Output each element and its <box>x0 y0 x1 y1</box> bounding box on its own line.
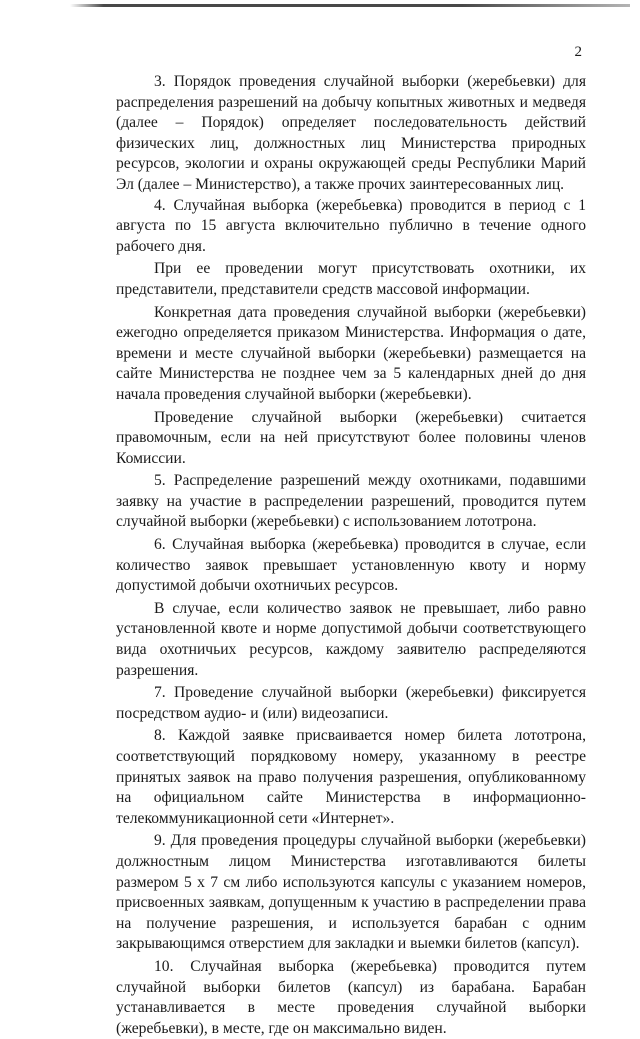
paragraph-3: 3. Порядок проведения случайной выборки (жеребьевки) для распределения разрешений на добычу копытных животных и медведя (далее – Порядок) определяет последовательность действий физических лиц, должностных лиц Министерства природных ресурсов, экологии и охраны окружающей среды Республики Марий Эл (далее – Министерство), а также прочих заинтересованных лиц. <box>116 73 586 193</box>
paragraph-10: 10. Случайная выборка (жеребьевка) проводится путем случайной выборки билетов (капсул) из барабана. Барабан устанавливается в месте проведения случайной выборки (жеребьевки), в месте, где он максимально виден. <box>116 957 586 1037</box>
paragraph-6: 6. Случайная выборка (жеребьевка) проводится в случае, если количество заявок превышает установленную квоту и норму допустимой добычи охотничьих ресурсов. <box>116 536 586 595</box>
scan-edge-line <box>70 4 630 7</box>
paragraph-5: 5. Распределение разрешений между охотниками, подавшими заявку на участие в распределении разрешений, проводится путем случайной выборки (жеребьевки) с использованием лототрона. <box>116 472 586 531</box>
paragraph-4-date: Конкретная дата проведения случайной выборки (жеребьевки) ежегодно определяется приказом Министерства. Информация о дате, времени и месте случайной выборки (жеребьевки) размещается на сайте Министерства не позднее чем за 5 календарных дней до дня начала проведения случайной выборки (жеребьевки). <box>116 303 586 403</box>
paragraph-8: 8. Каждой заявке присваивается номер билета лототрона, соответствующий порядковому номеру, указанному в реестре принятых заявок на право получения разрешения, опубликованному на официальном сайте Министерства в информационно-телекоммуникационной сети «Интернет». <box>116 727 586 827</box>
paragraph-4: 4. Случайная выборка (жеребьевка) проводится в период с 1 августа по 15 августа включительно публично в течение одного рабочего дня. <box>116 196 586 255</box>
paragraph-4-attendance: При ее проведении могут присутствовать охотники, их представители, представители средств массовой информации. <box>116 260 586 298</box>
document-body <box>116 72 586 1039</box>
paragraph-9: 9. Для проведения процедуры случайной выборки (жеребьевки) должностным лицом Министерства изготавливаются билеты размером 5 х 7 см либо используются капсулы с указанием номеров, присвоенных заявкам, допущенным к участию в распределении права на получение разрешения, и используется барабан с одним закрывающимся отверстием для закладки и выемки билетов (капсул). <box>116 832 586 953</box>
paragraph-6-exception: В случае, если количество заявок не превышает, либо равно установленной квоте и норме допустимой добычи соответствующего вида охотничьих ресурсов, каждому заявителю распределяются разрешения. <box>116 599 586 679</box>
page-number: 2 <box>574 44 582 60</box>
paragraph-7: 7. Проведение случайной выборки (жеребьевки) фиксируется посредством аудио- и (или) видеозаписи. <box>116 684 586 722</box>
paragraph-4-quorum: Проведение случайной выборки (жеребьевки) считается правомочным, если на ней присутствуют более половины членов Комиссии. <box>116 408 586 467</box>
